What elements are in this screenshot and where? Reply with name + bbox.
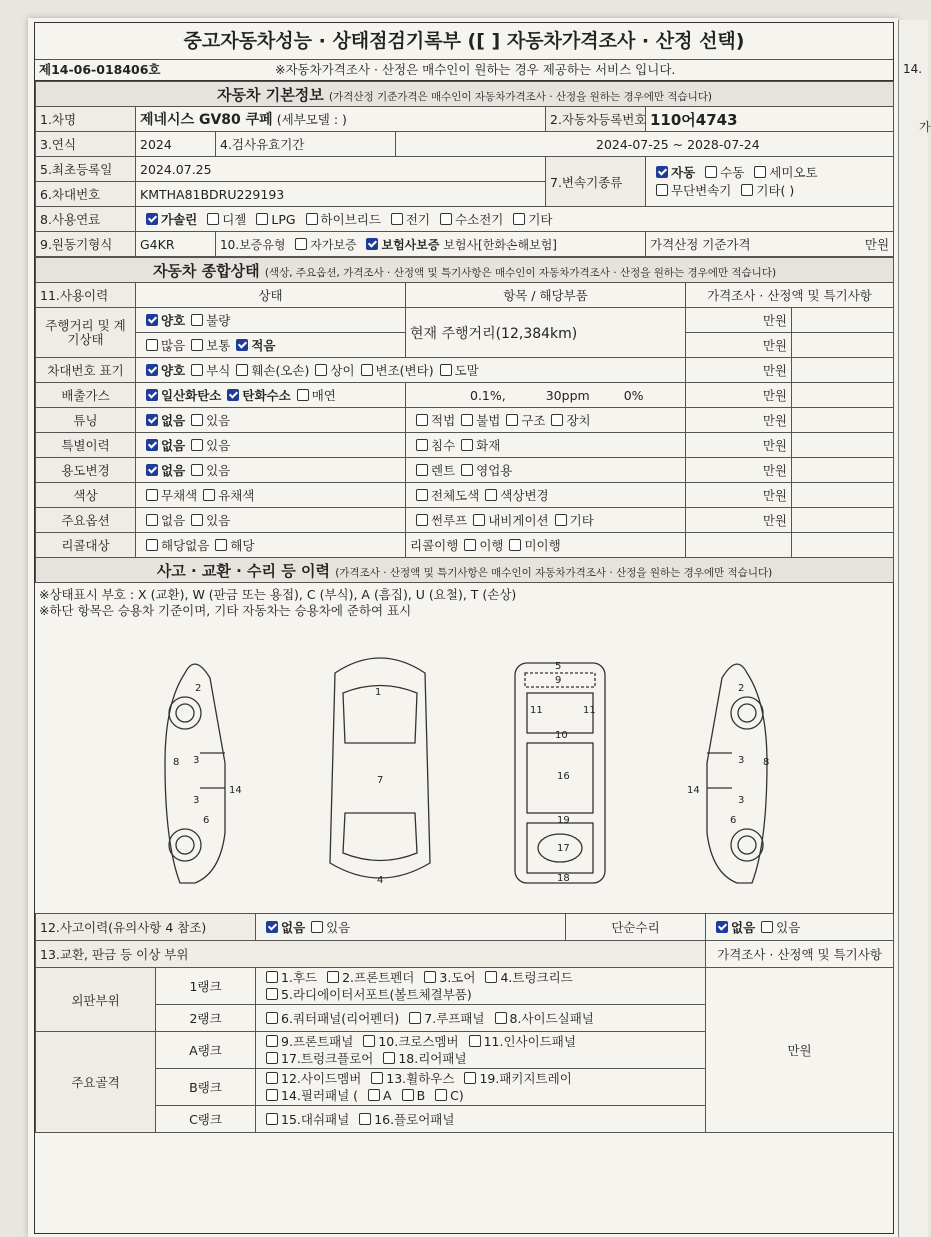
accident-history-label: 12.사고이력(유의사항 4 참조) <box>36 914 256 941</box>
tuning-none-checkbox[interactable] <box>146 414 158 426</box>
pillar-panel-checkbox[interactable] <box>266 1089 278 1101</box>
outer-panel-label: 외판부위 <box>36 968 156 1032</box>
svg-text:3: 3 <box>738 755 745 766</box>
cross-member-checkbox[interactable] <box>363 1035 375 1047</box>
usage-change-label: 용도변경 <box>36 458 136 483</box>
svg-text:3: 3 <box>193 755 200 766</box>
tuning-label: 튜닝 <box>36 408 136 433</box>
trunk-lid-checkbox[interactable] <box>485 971 497 983</box>
svg-text:11: 11 <box>583 705 596 716</box>
pillar-a-checkbox[interactable] <box>368 1089 380 1101</box>
trans-cvt-checkbox[interactable] <box>656 184 668 196</box>
accident-table: 12.사고이력(유의사항 4 참조) 없음 있음 단순수리 없음 있음 13.교환, 판금 등 이상 부위 가격조사 · 산정액 및 특기사항 외판부위 1랭크 1.후드 2.프론트펜더 3.도어 4.트렁크리드 5.라디에이터서포트(볼트체결부품) 만원 2랭크 6.쿼터패널(리어펜더) 7.루프패널 8.사이드실패널 주요골격 A랭크 9.프론트패널 10.크로스멤버 11.인사이드패널 17.트렁크플로어 18.리어패널 B랭크 12.사이드멤버 13.휠하우스 19.패키지트레이 14.필러패널 ( A B C) C랭크 15.대쉬패널 16.플로어패널 <box>35 913 894 1133</box>
special-have-checkbox[interactable] <box>191 439 203 451</box>
transmission-label: 7.변속기종류 <box>546 157 646 207</box>
emission-hc-value: 30ppm <box>545 387 590 403</box>
warranty-label: 10.보증유형 <box>220 237 286 252</box>
repair-have-checkbox[interactable] <box>761 921 773 933</box>
mileage-value: 현재 주행거리(12,384km) <box>406 308 686 358</box>
status-symbol-note: ※상태표시 부호 : X (교환), W (판금 또는 용접), C (부식), A (흠집), U (요철), T (손상) <box>39 587 517 602</box>
svg-text:2: 2 <box>195 683 202 694</box>
roof-panel-checkbox[interactable] <box>409 1012 421 1024</box>
service-notice: ※자동차가격조사 · 산정은 매수인이 원하는 경우 제공하는 서비스 입니다. <box>275 62 676 77</box>
svg-text:3: 3 <box>193 795 200 806</box>
option-none-checkbox[interactable] <box>146 514 158 526</box>
front-fender-checkbox[interactable] <box>327 971 339 983</box>
vin-value: KMTHA81BDRU229193 <box>136 182 546 207</box>
mileage-normal-checkbox[interactable] <box>191 339 203 351</box>
frame-label: 주요골격 <box>36 1032 156 1133</box>
trans-etc-checkbox[interactable] <box>741 184 753 196</box>
svg-text:11: 11 <box>530 705 543 716</box>
trans-auto-checkbox[interactable] <box>656 166 668 178</box>
vin-corrosion-checkbox[interactable] <box>191 364 203 376</box>
car-name: 제네시스 GV80 쿠페 <box>140 112 273 128</box>
chromatic-checkbox[interactable] <box>203 489 215 501</box>
simple-repair-label: 단순수리 <box>566 914 706 941</box>
form-title: 중고자동차성능 · 상태점검기록부 ([ ] 자동차가격조사 · 산정 선택) <box>35 23 893 60</box>
rankA-label: A랭크 <box>156 1032 256 1069</box>
inspection-sheet <box>28 18 898 1237</box>
rankC-label: C랭크 <box>156 1106 256 1133</box>
accident-none-checkbox[interactable] <box>266 921 278 933</box>
svg-text:19: 19 <box>557 815 570 826</box>
vin-mark-label: 차대번호 표기 <box>36 358 136 383</box>
accident-section-note: (가격조사 · 산정액 및 특기사항은 매수인이 자동차가격조사 · 산정을 원하는 경우에만 적습니다) <box>335 566 773 579</box>
inside-panel-checkbox[interactable] <box>469 1035 481 1047</box>
fuel-etc-checkbox[interactable] <box>513 213 525 225</box>
option-etc-checkbox[interactable] <box>555 514 567 526</box>
rear-panel-checkbox[interactable] <box>383 1052 395 1064</box>
mileage-bad-checkbox[interactable] <box>191 314 203 326</box>
front-panel-checkbox[interactable] <box>266 1035 278 1047</box>
warranty-insurer: 보험사[한화손해보험] <box>443 237 557 252</box>
svg-text:9: 9 <box>555 675 562 686</box>
warranty-insurance-checkbox[interactable] <box>366 238 378 250</box>
trunk-floor-checkbox[interactable] <box>266 1052 278 1064</box>
fuel-hydrogen-checkbox[interactable] <box>440 213 452 225</box>
mileage-label: 주행거리 및 계기상태 <box>36 308 136 358</box>
vin-label: 6.차대번호 <box>36 182 136 207</box>
mileage-many-checkbox[interactable] <box>146 339 158 351</box>
engine-value: G4KR <box>136 232 216 257</box>
vin-stamped-checkbox[interactable] <box>440 364 452 376</box>
sunroof-checkbox[interactable] <box>416 514 428 526</box>
svg-text:8: 8 <box>763 757 770 768</box>
engine-label: 9.원동기형식 <box>36 232 136 257</box>
dash-panel-checkbox[interactable] <box>266 1113 278 1125</box>
base-price-label: 가격산정 기준가격 <box>650 237 751 252</box>
option-have-checkbox[interactable] <box>191 514 203 526</box>
svg-text:14: 14 <box>229 785 242 796</box>
emission-smoke-value: 0% <box>623 387 644 403</box>
year-label: 3.연식 <box>36 132 136 157</box>
svg-text:17: 17 <box>557 843 570 854</box>
reg-no: 110어4743 <box>646 107 894 132</box>
first-reg-value: 2024.07.25 <box>136 157 546 182</box>
color-label: 색상 <box>36 483 136 508</box>
emission-co-value: 0.1%, <box>470 387 506 403</box>
svg-text:2: 2 <box>738 683 745 694</box>
side-member-checkbox[interactable] <box>266 1072 278 1084</box>
usage-have-checkbox[interactable] <box>191 464 203 476</box>
vin-altered-checkbox[interactable] <box>361 364 373 376</box>
emission-co-checkbox[interactable] <box>146 389 158 401</box>
rank1-label: 1랭크 <box>156 968 256 1005</box>
trans-semi-checkbox[interactable] <box>754 166 766 178</box>
package-tray-checkbox[interactable] <box>464 1072 476 1084</box>
inspection-form <box>34 22 894 1234</box>
business-checkbox[interactable] <box>461 464 473 476</box>
pillar-c-checkbox[interactable] <box>435 1089 447 1101</box>
fuel-diesel-checkbox[interactable] <box>207 213 219 225</box>
svg-text:1: 1 <box>375 687 382 698</box>
fuel-hybrid-checkbox[interactable] <box>306 213 318 225</box>
validity-label: 4.검사유효기간 <box>216 132 396 157</box>
trans-manual-checkbox[interactable] <box>705 166 717 178</box>
vin-diff-checkbox[interactable] <box>315 364 327 376</box>
recall-done-checkbox[interactable] <box>464 539 476 551</box>
special-none-checkbox[interactable] <box>146 439 158 451</box>
floor-panel-checkbox[interactable] <box>359 1113 371 1125</box>
basic-section-note: (가격산정 기준가격은 매수인이 자동차가격조사 · 산정을 원하는 경우에만 적습니다) <box>328 90 713 103</box>
basic-info-table: 자동차 기본정보 (가격산정 기준가격은 매수인이 자동차가격조사 · 산정을 원하는 경우에만 적습니다) 1.차명 제네시스 GV80 쿠페 (세부모델 : ) 2.자동차등록번호 110어4743 3.연식 2024 4.검사유효기간 2024-07-25 ~ 2028-07-24 5.최초등록일 2024.07.25 7.변속기종류 자동 수동 세미오토 무단변속기 기타( ) 6.차대번호 KMTHA81BDRU229193 8.사용연료 가솔린 디젤 LPG 하이브리드 전기 수소전기 기타 9.원동기형식 G4KR 10.보증유형 자가보증 보험사보증 보험사[한화손해보험] 가격산정 기준가격 만원 <box>35 81 894 257</box>
side-sill-checkbox[interactable] <box>495 1012 507 1024</box>
fuel-label: 8.사용연료 <box>36 207 136 232</box>
svg-text:18: 18 <box>557 873 570 884</box>
recall-done-label: 리콜이행 <box>410 538 459 553</box>
fire-checkbox[interactable] <box>461 439 473 451</box>
wheel-house-checkbox[interactable] <box>371 1072 383 1084</box>
color-change-checkbox[interactable] <box>485 489 497 501</box>
usage-none-checkbox[interactable] <box>146 464 158 476</box>
pillar-b-checkbox[interactable] <box>402 1089 414 1101</box>
status-section-note: (색상, 주요옵션, 가격조사 · 산정액 및 특기사항은 매수인이 자동차가격조사 · 산정을 원하는 경우에만 적습니다) <box>264 266 777 279</box>
fuel-gasoline-checkbox[interactable] <box>146 213 158 225</box>
fuel-lpg-checkbox[interactable] <box>256 213 268 225</box>
emission-smoke-checkbox[interactable] <box>297 389 309 401</box>
hood-checkbox[interactable] <box>266 971 278 983</box>
svg-text:6: 6 <box>730 815 737 826</box>
accident-have-checkbox[interactable] <box>311 921 323 933</box>
next-page-edge: 14. 가 <box>898 20 928 1237</box>
year-value: 2024 <box>136 132 216 157</box>
exchange-price-unit: 만원 <box>706 968 894 1133</box>
recall-na-checkbox[interactable] <box>146 539 158 551</box>
svg-text:16: 16 <box>557 771 570 782</box>
rankB-label: B랭크 <box>156 1069 256 1106</box>
status-section-title: 자동차 종합상태 <box>152 261 260 280</box>
repair-none-checkbox[interactable] <box>716 921 728 933</box>
svg-text:4: 4 <box>377 875 384 886</box>
car-name-label: 1.차명 <box>36 107 136 132</box>
passenger-car-note: ※하단 항목은 승용차 기준이며, 기타 자동차는 승용차에 준하여 표시 <box>39 603 412 618</box>
emission-label: 배출가스 <box>36 383 136 408</box>
first-reg-label: 5.최초등록일 <box>36 157 136 182</box>
tuning-legal-checkbox[interactable] <box>416 414 428 426</box>
special-history-label: 특별이력 <box>36 433 136 458</box>
emission-hc-checkbox[interactable] <box>227 389 239 401</box>
recall-label: 리콜대상 <box>36 533 136 558</box>
recall-not-done-checkbox[interactable] <box>509 539 521 551</box>
option-label: 주요옵션 <box>36 508 136 533</box>
full-paint-checkbox[interactable] <box>416 489 428 501</box>
mileage-good-checkbox[interactable] <box>146 314 158 326</box>
door-checkbox[interactable] <box>424 971 436 983</box>
achromatic-checkbox[interactable] <box>146 489 158 501</box>
accident-section-title: 사고 · 교환 · 수리 등 이력 <box>156 561 330 580</box>
validity-value: 2024-07-25 ~ 2028-07-24 <box>396 132 894 157</box>
flood-checkbox[interactable] <box>416 439 428 451</box>
car-diagram-area <box>35 583 893 913</box>
tuning-illegal-checkbox[interactable] <box>461 414 473 426</box>
vin-damage-checkbox[interactable] <box>236 364 248 376</box>
warranty-self-checkbox[interactable] <box>295 238 307 250</box>
basic-section-title: 자동차 기본정보 <box>217 85 324 104</box>
tuning-structure-checkbox[interactable] <box>506 414 518 426</box>
radiator-support-checkbox[interactable] <box>266 988 278 1000</box>
svg-text:6: 6 <box>203 815 210 826</box>
car-parts-diagram <box>35 583 893 913</box>
exchange-label: 13.교환, 판금 등 이상 부위 <box>36 941 706 968</box>
svg-text:7: 7 <box>377 775 384 786</box>
fuel-electric-checkbox[interactable] <box>391 213 403 225</box>
svg-text:5: 5 <box>555 661 562 672</box>
recall-applicable-checkbox[interactable] <box>215 539 227 551</box>
navi-checkbox[interactable] <box>473 514 485 526</box>
status-table: 자동차 종합상태 (색상, 주요옵션, 가격조사 · 산정액 및 특기사항은 매수인이 자동차가격조사 · 산정을 원하는 경우에만 적습니다) 11.사용이력 상태 항목 / 해당부품 가격조사 · 산정액 및 특기사항 주행거리 및 계기상태 양호 불량 현재 주행거리(12,384km) 만원 많음 보통 적음 만원 차대번호 표기 양호 부식 훼손(오손) 상이 변조(변타) 도말 만원 배출가스 일산화탄소 탄화수소 매연 0.1%, 30ppm 0% 만원 튜닝 없음 있음 적법 불법 구조 장치 만원 특별이력 없음 있음 침수 화재 만원 용도변경 없음 있음 렌트 영업용 만원 색상 무채색 유채색 전체도색 색상변경 만원 주요옵션 없음 있음 썬루프 내비게이션 기타 만원 리콜대상 해당없음 해당 리콜이행 이행 미이행 사고 · 교환 · 수리 등 이력 (가격조사 · 산정액 및 특기사항은 매수인이 자동차가격조사 · 산정을 원하는 경우에만 적습니다) <box>35 257 894 583</box>
rank2-label: 2랭크 <box>156 1005 256 1032</box>
svg-text:8: 8 <box>173 757 180 768</box>
tuning-have-checkbox[interactable] <box>191 414 203 426</box>
svg-text:3: 3 <box>738 795 745 806</box>
svg-text:10: 10 <box>555 730 568 741</box>
reg-no-label: 2.자동차등록번호 <box>546 107 646 132</box>
vin-good-checkbox[interactable] <box>146 364 158 376</box>
car-model-note: (세부모델 : ) <box>276 112 347 127</box>
mileage-few-checkbox[interactable] <box>236 339 248 351</box>
tuning-device-checkbox[interactable] <box>551 414 563 426</box>
document-number: 제14-06-018406호 <box>39 62 161 77</box>
rent-checkbox[interactable] <box>416 464 428 476</box>
svg-text:14: 14 <box>687 785 700 796</box>
quarter-panel-checkbox[interactable] <box>266 1012 278 1024</box>
